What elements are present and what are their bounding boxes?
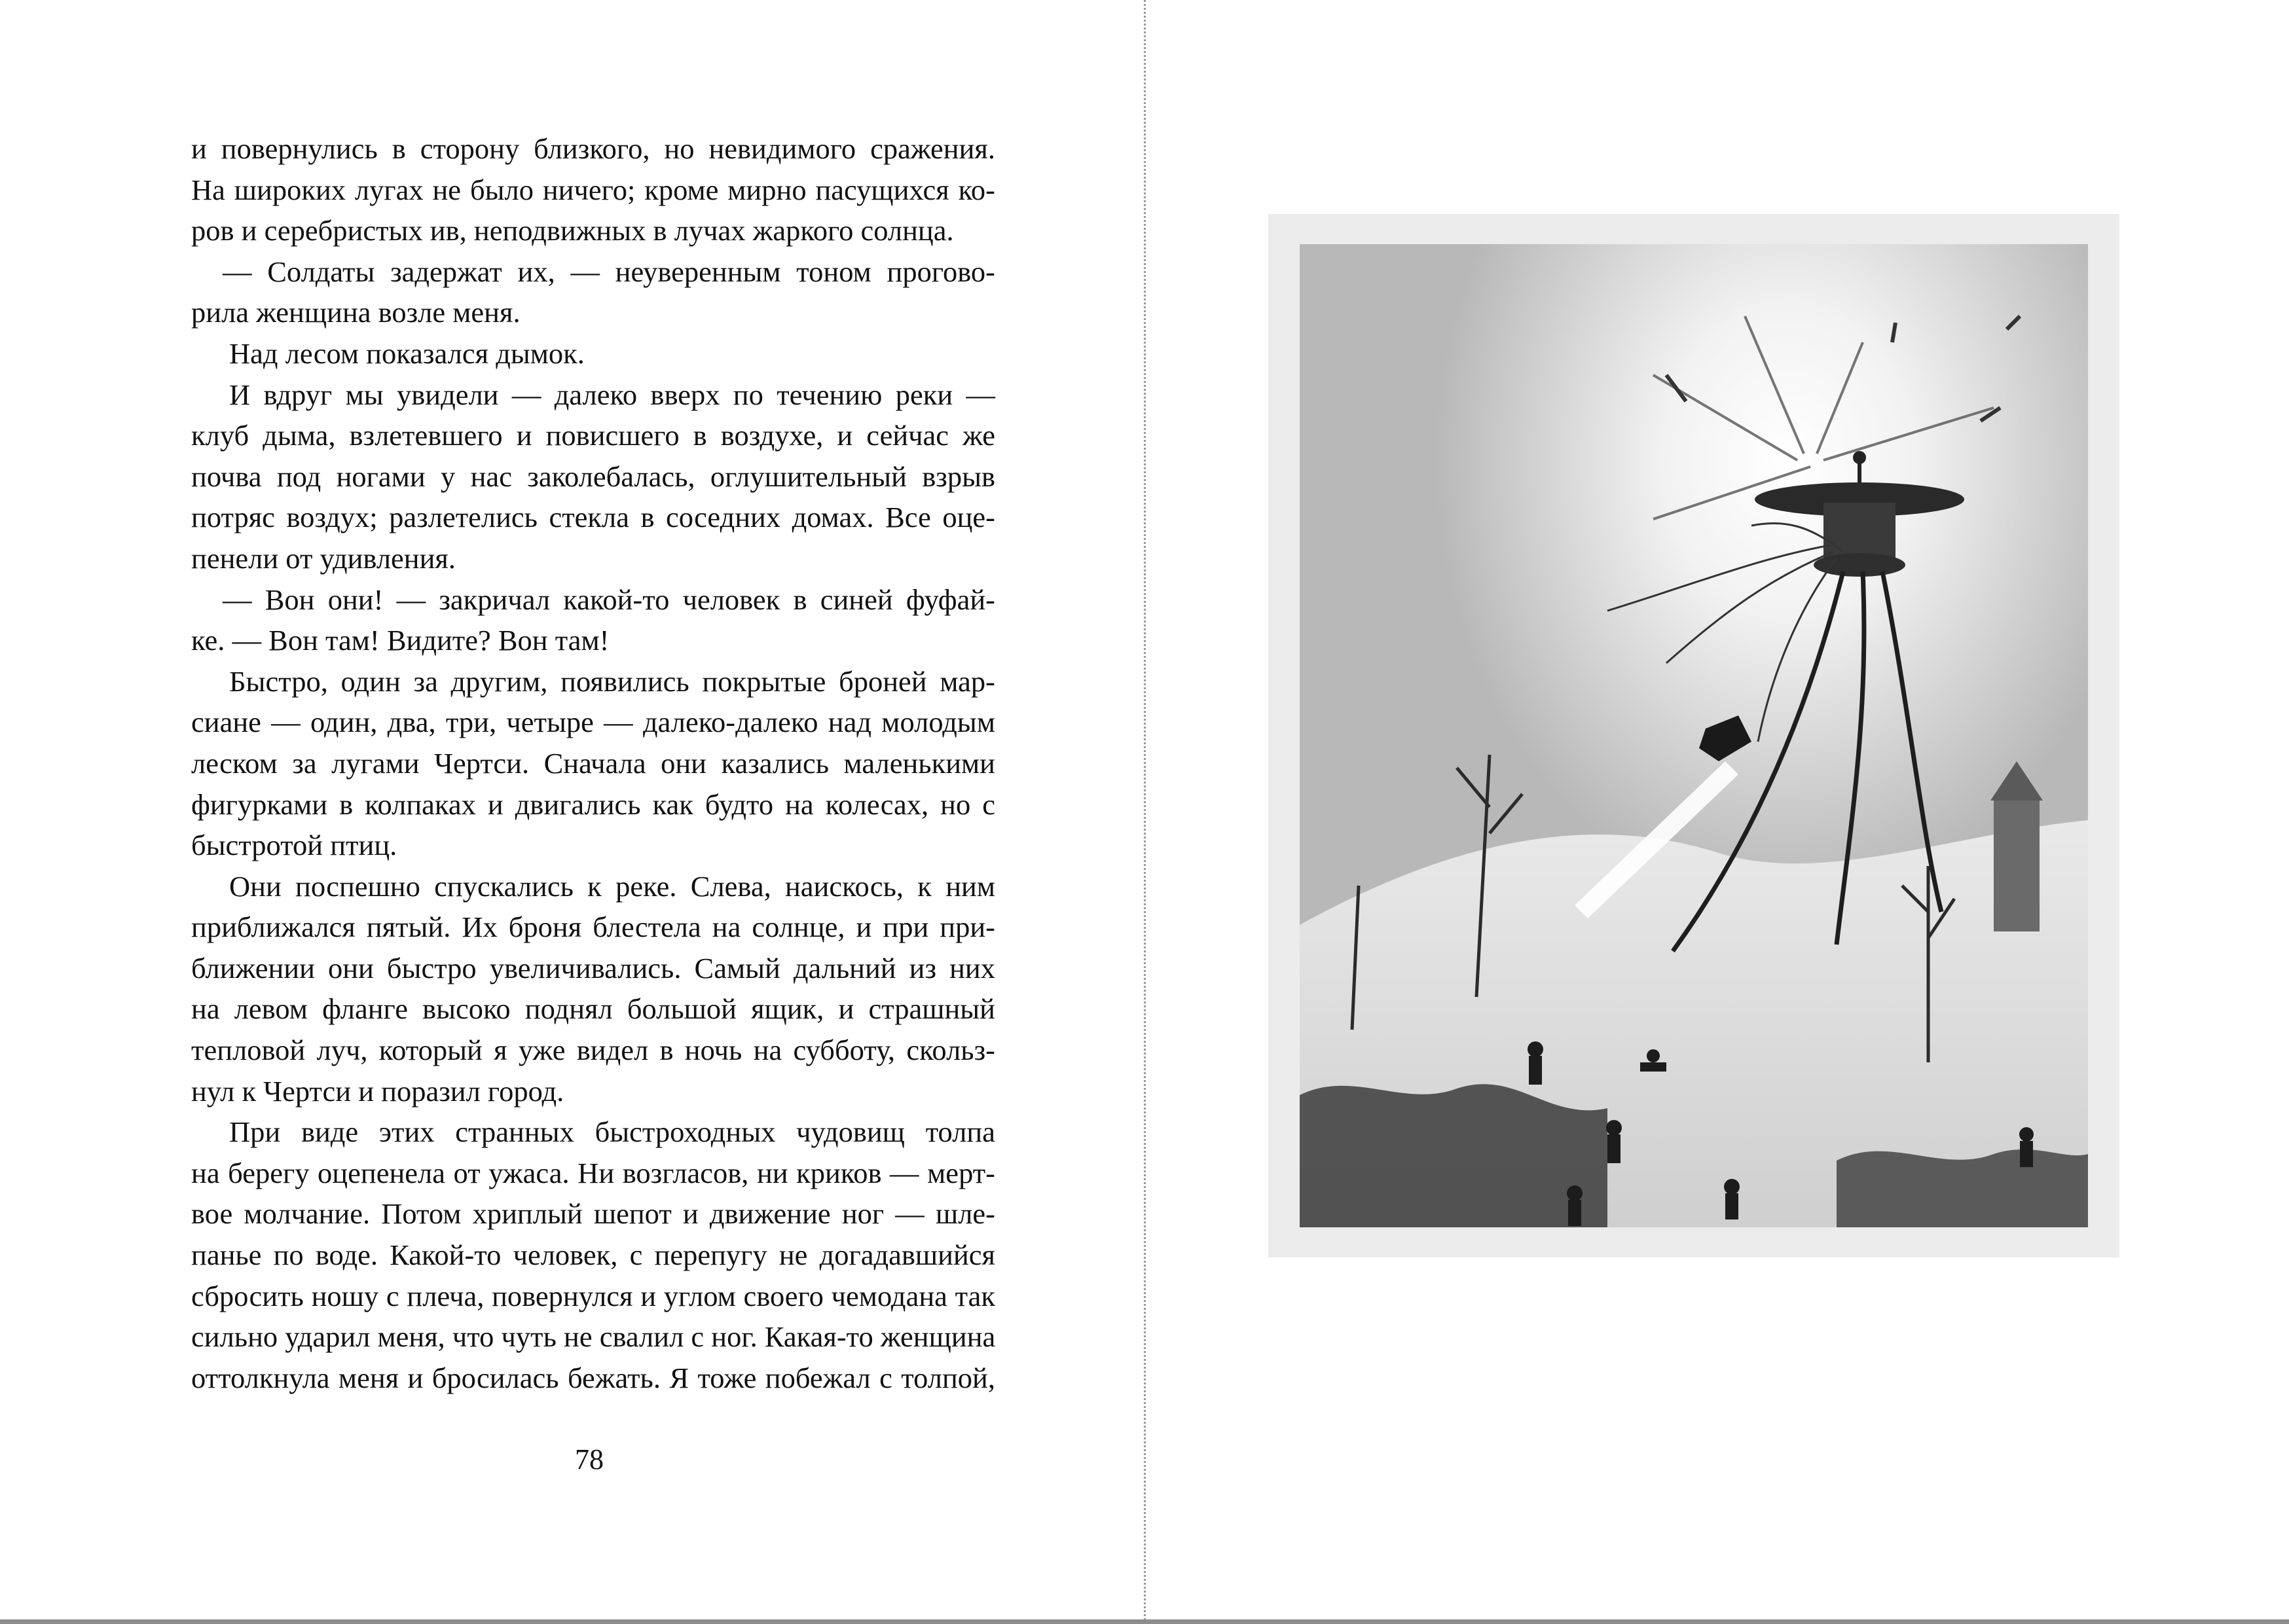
page-bottom-edge bbox=[0, 1619, 2289, 1624]
text-line: панье по воде. Какой-то человек, с перепугу не догадавшийся bbox=[191, 1238, 995, 1272]
page-number: 78 bbox=[575, 1443, 604, 1475]
text-line: на левом фланге высоко поднял большой ящик, и страшный bbox=[191, 992, 995, 1026]
tripod-illustration bbox=[1300, 244, 2088, 1227]
text-line: сиане — один, два, три, четыре — далеко-далеко над молодым bbox=[191, 706, 995, 739]
text-line: ров и серебристых ив, неподвижных в лучах жаркого солнца. bbox=[191, 214, 954, 247]
text-line: пенели от удивления. bbox=[191, 541, 456, 575]
text-line: и повернулись в сторону близкого, но невидимого сражения. bbox=[191, 132, 995, 165]
left-page bbox=[0, 0, 1144, 1624]
text-line: на берегу оцепенела от ужаса. Ни возгласов, ни криков — мерт- bbox=[191, 1156, 995, 1189]
text-line: При виде этих странных быстроходных чудовищ толпа bbox=[229, 1115, 995, 1149]
text-line: приближался пятый. Их броня блестела на солнце, и при при- bbox=[191, 911, 995, 944]
text-line: — Вон они! — закричал какой-то человек в синей фуфай- bbox=[223, 583, 995, 616]
text-line: Они поспешно спускались к реке. Слева, наискось, к ним bbox=[229, 869, 995, 903]
text-line: сильно ударил меня, что чуть не свалил с ног. Какая-то женщина bbox=[191, 1320, 996, 1354]
text-line: рила женщина возле меня. bbox=[191, 296, 521, 329]
text-line: сбросить ношу с плеча, повернулся и углом своего чемодана так bbox=[191, 1279, 995, 1312]
text-line: почва под ногами у нас заколебалась, оглушительный взрыв bbox=[191, 460, 995, 493]
text-line: ке. — Вон там! Видите? Вон там! bbox=[191, 624, 610, 657]
text-line: фигурками в колпаках и двигались как будто на колесах, но с bbox=[191, 787, 995, 821]
text-line: На широких лугах не было ничего; кроме мирно пасущихся ко- bbox=[191, 173, 995, 206]
text-line: нул к Чертси и поразил город. bbox=[191, 1074, 564, 1108]
text-line: ближении они быстро увеличивались. Самый дальний из них bbox=[191, 951, 995, 984]
illustration-frame bbox=[1268, 214, 2119, 1257]
text-line: леском за лугами Чертси. Сначала они казались маленькими bbox=[191, 746, 995, 780]
text-line: оттолкнула меня и бросилась бежать. Я тоже побежал с толпой, bbox=[191, 1361, 995, 1394]
text-line: — Солдаты задержат их, — неуверенным тоном прогово- bbox=[223, 255, 995, 288]
text-line: потряс воздух; разлетелись стекла в соседних домах. Все оце- bbox=[191, 501, 995, 534]
text-line: Быстро, один за другим, появились покрытые броней мар- bbox=[229, 664, 995, 698]
text-line: клуб дыма, взлетевшего и повисшего в воздухе, и сейчас же bbox=[191, 419, 995, 452]
text-line: Над лесом показался дымок. bbox=[229, 336, 585, 370]
text-line: тепловой луч, который я уже видел в ночь на субботу, скольз- bbox=[191, 1034, 995, 1067]
right-page bbox=[1146, 0, 2289, 1624]
text-line: И вдруг мы увидели — далеко вверх по течению реки — bbox=[229, 378, 995, 411]
text-line: быстротой птиц. bbox=[191, 829, 397, 862]
body-text bbox=[191, 128, 995, 1398]
text-line: вое молчание. Потом хриплый шепот и движение ног — шле- bbox=[191, 1197, 995, 1231]
